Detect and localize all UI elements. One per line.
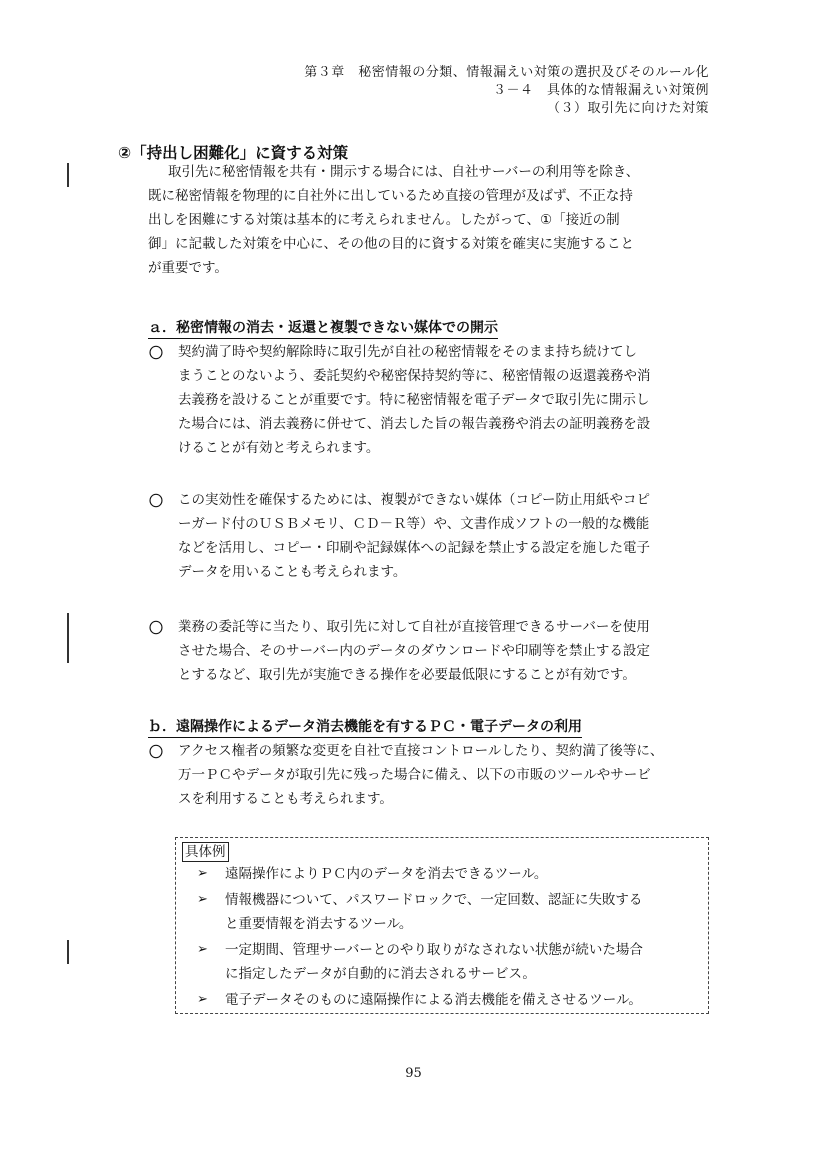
- example-line: 一定期間、管理サーバーとのやり取りがなされない状態が続いた場合: [225, 942, 643, 958]
- example-line: 情報機器について、パスワードロックで、一定回数、認証に失敗する: [225, 892, 643, 908]
- header-chapter: 第３章 秘密情報の分類、情報漏えい対策の選択及びそのルール化: [304, 65, 709, 80]
- bullet-line: た場合には、消去義務に併せて、消去した旨の報告義務や消去の証明義務を設: [178, 416, 651, 432]
- bullet-line: とするなど、取引先が実施できる操作を必要最低限にすることが有効です。: [178, 667, 636, 683]
- example-label: 具体例: [182, 842, 229, 862]
- bullet-line: 契約満了時や契約解除時に取引先が自社の秘密情報をそのまま持ち続けてし: [178, 344, 637, 360]
- example-line: 遠隔操作によりＰＣ内のデータを消去できるツール。: [225, 866, 548, 882]
- bullet-line: けることが有効と考えられます。: [178, 440, 380, 456]
- intro-line: が重要です。: [148, 260, 228, 276]
- subsection-a-title: ａ．秘密情報の消去・返還と複製できない媒体での開示: [148, 317, 498, 339]
- bullet-mark: 〇: [149, 346, 163, 362]
- header-section: ３－４ 具体的な情報漏えい対策例: [492, 83, 709, 98]
- bullet-line: スを利用することも考えられます。: [178, 791, 393, 807]
- subsection-b-title: ｂ．遠隔操作によるデータ消去機能を有するＰＣ・電子データの利用: [148, 716, 582, 738]
- page-number: 95: [405, 1066, 422, 1081]
- bullet-line: 万一ＰＣやデータが取引先に残った場合に備え、以下の市販のツールやサービ: [178, 767, 651, 783]
- section-title: ②「持出し困難化」に資する対策: [118, 144, 349, 162]
- arrow-bullet-icon: ➢: [197, 866, 208, 881]
- bullet-line: ーガード付のＵＳＢメモリ、ＣＤ－Ｒ等）や、文書作成ソフトの一般的な機能: [178, 516, 650, 532]
- bullet-line: この実効性を確保するためには、複製ができない媒体（コピー防止用紙やコピ: [178, 492, 650, 508]
- intro-line: 出しを困難にする対策は基本的に考えられません。したがって、①「接近の制: [148, 212, 620, 228]
- bullet-line: データを用いることも考えられます。: [178, 564, 407, 580]
- arrow-bullet-icon: ➢: [197, 992, 208, 1007]
- bullet-mark: 〇: [149, 621, 163, 637]
- intro-line: 御」に記載した対策を中心に、その他の目的に資する対策を確実に実施すること: [148, 236, 634, 252]
- change-bar: [67, 163, 69, 187]
- change-bar: [67, 613, 69, 663]
- bullet-line: させた場合、そのサーバー内のデータのダウンロードや印刷等を禁止する設定: [178, 643, 650, 659]
- arrow-bullet-icon: ➢: [197, 942, 208, 957]
- example-line: に指定したデータが自動的に消去されるサービス。: [225, 966, 536, 982]
- bullet-line: 去義務を設けることが重要です。特に秘密情報を電子データで取引先に開示し: [178, 392, 650, 408]
- bullet-line: まうことのないよう、委託契約や秘密保持契約等に、秘密情報の返還義務や消: [178, 368, 651, 384]
- bullet-line: アクセス権者の頻繁な変更を自社で直接コントロールしたり、契約満了後等に、: [178, 743, 664, 759]
- bullet-mark: 〇: [149, 745, 163, 761]
- bullet-mark: 〇: [149, 494, 163, 510]
- example-line: 電子データそのものに遠隔操作による消去機能を備えさせるツール。: [225, 992, 642, 1008]
- bullet-line: などを活用し、コピー・印刷や記録媒体への記録を禁止する設定を施した電子: [178, 540, 650, 556]
- intro-line: 取引先に秘密情報を共有・開示する場合には、自社サーバーの利用等を除き、: [168, 164, 640, 180]
- header-subsection: （３）取引先に向けた対策: [546, 101, 709, 116]
- arrow-bullet-icon: ➢: [197, 892, 208, 907]
- intro-line: 既に秘密情報を物理的に自社外に出しているため直接の管理が及ばず、不正な持: [148, 188, 633, 204]
- change-bar: [67, 940, 69, 964]
- bullet-line: 業務の委託等に当たり、取引先に対して自社が直接管理できるサーバーを使用: [178, 619, 650, 635]
- example-line: と重要情報を消去するツール。: [225, 916, 413, 932]
